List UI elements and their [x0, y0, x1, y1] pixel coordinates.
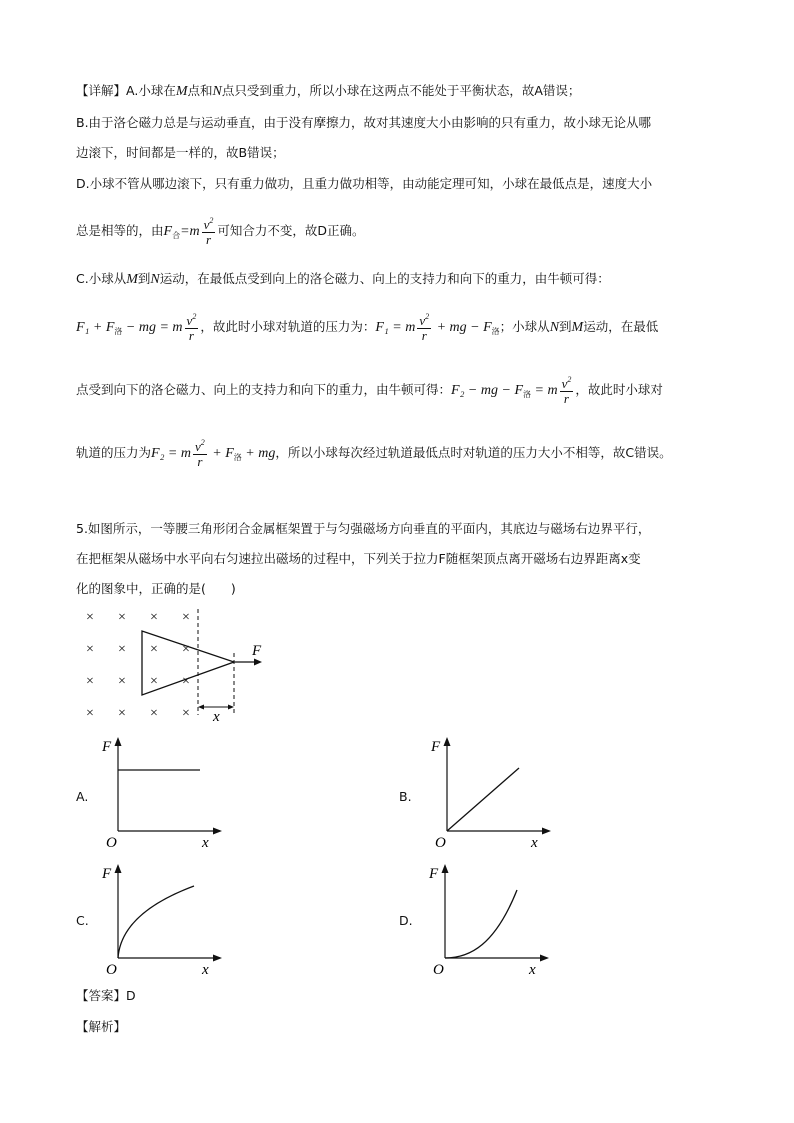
- option-b-graph[interactable]: [427, 733, 557, 851]
- curve-linear: [447, 768, 519, 831]
- field-cross: ×: [150, 642, 158, 657]
- origin-label: O: [435, 835, 446, 851]
- y-axis-label: F: [429, 866, 439, 882]
- field-cross: ×: [86, 610, 94, 625]
- field-cross: ×: [182, 610, 190, 625]
- curve-quadratic: [445, 890, 517, 958]
- distance-label: x: [213, 709, 220, 725]
- field-cross: ×: [182, 706, 190, 721]
- x-axis-label: x: [202, 835, 209, 851]
- x-axis-label: x: [202, 962, 209, 978]
- option-d-graph[interactable]: [425, 860, 555, 978]
- y-axis-label: F: [102, 866, 112, 882]
- field-cross: ×: [150, 610, 158, 625]
- field-cross: ×: [182, 674, 190, 689]
- x-axis-label: x: [529, 962, 536, 978]
- answer-line: 【答案】D: [76, 988, 136, 1003]
- explanation-line-3: 边滚下，时间都是一样的，故B错误；: [76, 145, 285, 160]
- question-figure: [76, 603, 276, 725]
- force-label: F: [252, 643, 262, 659]
- field-cross: ×: [182, 642, 190, 657]
- field-cross: ×: [86, 674, 94, 689]
- x-axis-label: x: [531, 835, 538, 851]
- fraction-v2-r: $\frac{v^2}{r}$: [203, 216, 214, 247]
- equation-line-2: 点受到向下的洛仑磁力、向上的支持力和向下的重力，由牛顿可得：F₂ − mg − $F_洛 = m$ $\frac{v^2}{r}$ ，故此时小球对: [76, 375, 663, 406]
- field-cross: ×: [150, 706, 158, 721]
- explanation-line-5: 总是相等的，由$F_合=m$ $\frac{v^2}{r}$ 可知合力不变，故D正确。: [76, 216, 365, 247]
- option-b-label[interactable]: B.: [399, 789, 412, 804]
- answer-value: D: [126, 988, 136, 1003]
- origin-label: O: [106, 962, 117, 978]
- equation-line-1: $F_1 + F_洛$ − mg = m $\frac{v^2}{r}$ ，故此时小球对轨道的压力为：F₁ = m $\frac{v^2}{r}$ + mg − $F_洛$；小球从N到M运动，在最低: [76, 312, 659, 343]
- field-cross: ×: [118, 642, 126, 657]
- field-cross: ×: [118, 610, 126, 625]
- y-axis-label: F: [431, 739, 441, 755]
- option-d-label[interactable]: D.: [399, 913, 413, 928]
- field-cross: ×: [86, 706, 94, 721]
- origin-label: O: [106, 835, 117, 851]
- explanation-line-4: D.小球不管从哪边滚下，只有重力做功，且重力做功相等，由动能定理可知，小球在最低点是，速度大小: [76, 176, 653, 191]
- explanation-line-1: 【详解】A.小球在M点和N点只受到重力，所以小球在这两点不能处于平衡状态，故A错误；: [76, 83, 581, 99]
- equation-line-3: 轨道的压力为F₂ = m $\frac{v^2}{r}$ + $F_洛$ + mg，所以小球每次经过轨道最低点时对轨道的压力大小不相等，故C错误。: [76, 438, 672, 469]
- option-a-label[interactable]: A.: [76, 789, 89, 804]
- question-line-1: 5.如图所示，一等腰三角形闭合金属框架置于与匀强磁场方向垂直的平面内，其底边与磁场右边界平行，: [76, 521, 651, 536]
- explanation-line-2: B.由于洛仑磁力总是与运动垂直，由于没有摩擦力，故对其速度大小由影响的只有重力，故小球无论从哪: [76, 115, 652, 130]
- field-cross: ×: [118, 674, 126, 689]
- curve-sqrt: [118, 886, 194, 958]
- option-c-graph[interactable]: [98, 860, 228, 978]
- explanation-line-6: C.小球从M到N运动，在最低点受到向上的洛仑磁力、向上的支持力和向下的重力，由牛顿可得：: [76, 271, 610, 287]
- question-line-2: 在把框架从磁场中水平向右匀速拉出磁场的过程中，下列关于拉力F随框架顶点离开磁场右边界距离x变: [76, 551, 641, 566]
- field-cross: ×: [118, 706, 126, 721]
- origin-label: O: [433, 962, 444, 978]
- field-cross: ×: [150, 674, 158, 689]
- question-line-3: 化的图象中，正确的是( ): [76, 581, 236, 596]
- y-axis-label: F: [102, 739, 112, 755]
- option-c-label[interactable]: C.: [76, 913, 89, 928]
- field-cross: ×: [86, 642, 94, 657]
- option-a-graph[interactable]: [98, 733, 228, 851]
- analysis-heading: 【解析】: [76, 1019, 127, 1034]
